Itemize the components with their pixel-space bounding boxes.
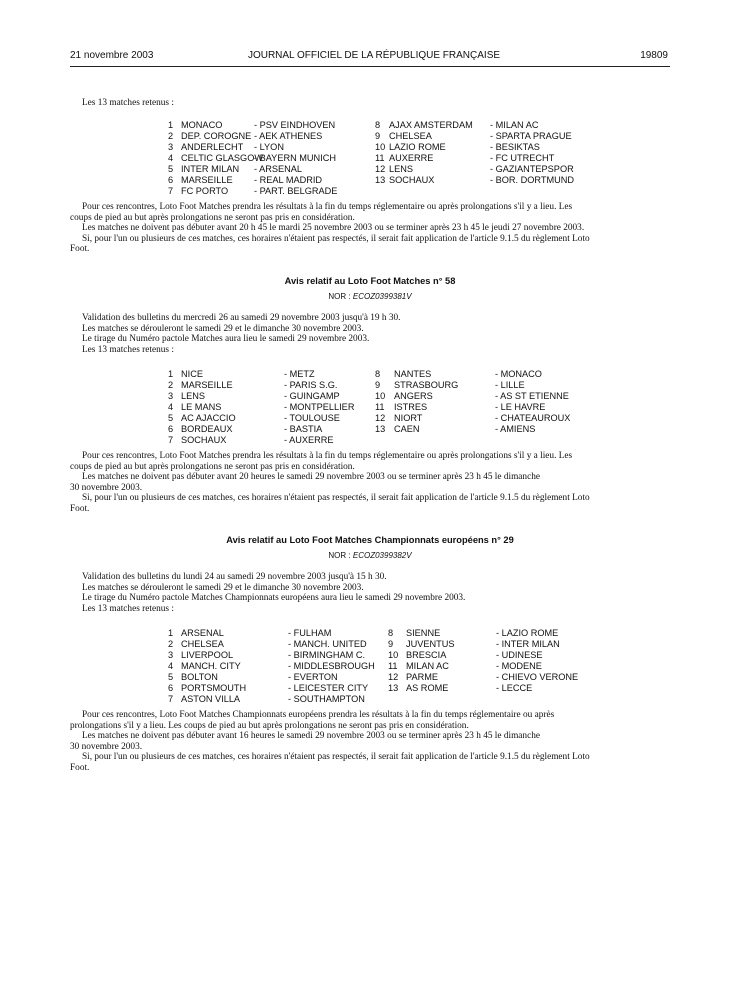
away-team: - FULHAM [288, 628, 332, 638]
match-number: 7 [168, 186, 174, 196]
away-team: - BASTIA [284, 424, 323, 434]
away-team: - AEK ATHENES [254, 131, 323, 141]
section3-intro: Validation des bulletins du lundi 24 au samedi 29 novembre 2003 jusqu'à 15 h 30. Les matches se dérouleront le samedi 29 et le dimanche 30 novembre 2003. Le tirage du Numéro pactole Matches Championnats européens aura lieu le samedi 29 novembre 2003. Les 13 matches retenus : [82, 572, 466, 614]
home-team: SIENNE [406, 628, 441, 638]
section3-nor: NOR : ECOZ0399382V [328, 551, 412, 560]
home-team: CAEN [394, 424, 420, 434]
home-team: NICE [181, 369, 203, 379]
match-number: 4 [168, 661, 174, 671]
away-team: - LILLE [495, 380, 525, 390]
match-number: 8 [388, 628, 394, 638]
away-team: - LYON [254, 142, 284, 152]
home-team: ANDERLECHT [181, 142, 244, 152]
home-team: LIVERPOOL [181, 650, 234, 660]
match-number: 7 [168, 694, 174, 704]
away-team: - GUINGAMP [284, 391, 340, 401]
match-number: 8 [375, 369, 381, 379]
home-team: LAZIO ROME [389, 142, 446, 152]
home-team: DEP. COROGNE [181, 131, 252, 141]
section2-paragraph: Pour ces rencontres, Loto Foot Matches prendra les résultats à la fin du temps réglementaire ou après prolongations s'il y a lieu. Les coups de pied au but après prolongations ne seront pas pris en considération. Les matches ne doivent pas débuter avant 20 heures le samedi 29 novembre 2003 ou se terminer après 23 h 45 le dimanche 30 novembre 2003. Si, pour l'un ou plusieurs de ces matches, ces horaires n'étaient pas respectés, il serait fait application de l'article 9.1.5 du règlement Loto Foot. [70, 451, 590, 514]
section2-intro: Validation des bulletins du mercredi 26 au samedi 29 novembre 2003 jusqu'à 19 h 30. Les matches se dérouleront le samedi 29 et le dimanche 30 novembre 2003. Le tirage du Numéro pactole Matches aura lieu le samedi 29 novembre 2003. Les 13 matches retenus : [82, 313, 401, 355]
away-team: - AUXERRE [284, 435, 334, 445]
home-team: CELTIC GLASGOW [181, 153, 264, 163]
home-team: ISTRES [394, 402, 428, 412]
header-date: 21 novembre 2003 [70, 50, 154, 61]
match-number: 10 [375, 391, 386, 401]
home-team: NANTES [394, 369, 432, 379]
away-team: - PSV EINDHOVEN [254, 120, 336, 130]
away-team: - FC UTRECHT [490, 153, 555, 163]
match-number: 13 [375, 424, 386, 434]
home-team: INTER MILAN [181, 164, 240, 174]
away-team: - PARIS S.G. [284, 380, 338, 390]
away-team: - CHIEVO VERONE [496, 672, 579, 682]
home-team: AJAX AMSTERDAM [389, 120, 473, 130]
away-team: - MANCH. UNITED [288, 639, 367, 649]
home-team: JUVENTUS [406, 639, 455, 649]
home-team: AS ROME [406, 683, 449, 693]
away-team: - SPARTA PRAGUE [490, 131, 572, 141]
section2-title: Avis relatif au Loto Foot Matches n° 58 [284, 276, 456, 286]
match-number: 9 [388, 639, 394, 649]
match-number: 10 [375, 142, 386, 152]
match-number: 2 [168, 131, 174, 141]
section3-title: Avis relatif au Loto Foot Matches Championnats européens n° 29 [226, 535, 514, 545]
match-number: 6 [168, 683, 174, 693]
home-team: ARSENAL [181, 628, 224, 638]
home-team: BOLTON [181, 672, 218, 682]
match-number: 2 [168, 380, 174, 390]
away-team: - MILAN AC [490, 120, 539, 130]
home-team: AC AJACCIO [181, 413, 236, 423]
section1-paragraph: Pour ces rencontres, Loto Foot Matches prendra les résultats à la fin du temps réglementaire ou après prolongations s'il y a lieu. Les coups de pied au but après prolongations ne seront pas pris en considération. Les matches ne doivent pas débuter avant 20 h 45 le mardi 25 novembre 2003 ou se terminer après 23 h 45 le jeudi 27 novembre 2003. Si, pour l'un ou plusieurs de ces matches, ces horaires n'étaient pas respectés, il serait fait application de l'article 9.1.5 du règlement Loto Foot. [70, 202, 590, 255]
match-number: 8 [375, 120, 381, 130]
match-number: 6 [168, 175, 174, 185]
home-team: AUXERRE [389, 153, 434, 163]
home-team: CHELSEA [389, 131, 432, 141]
away-team: - PART. BELGRADE [254, 186, 338, 196]
away-team: - AS ST ETIENNE [495, 391, 569, 401]
home-team: FC PORTO [181, 186, 229, 196]
match-number: 12 [375, 164, 386, 174]
home-team: SOCHAUX [389, 175, 435, 185]
match-number: 6 [168, 424, 174, 434]
away-team: - MONTPELLIER [284, 402, 355, 412]
away-team: - INTER MILAN [496, 639, 560, 649]
home-team: CHELSEA [181, 639, 224, 649]
home-team: LENS [389, 164, 414, 174]
away-team: - ARSENAL [254, 164, 302, 174]
home-team: STRASBOURG [394, 380, 459, 390]
away-team: - SOUTHAMPTON [288, 694, 365, 704]
home-team: MILAN AC [406, 661, 449, 671]
home-team: LENS [181, 391, 206, 401]
away-team: - MODENE [496, 661, 542, 671]
home-team: MARSEILLE [181, 175, 233, 185]
away-team: - BESIKTAS [490, 142, 540, 152]
home-team: NIORT [394, 413, 423, 423]
away-team: - AMIENS [495, 424, 536, 434]
match-number: 1 [168, 628, 174, 638]
match-number: 5 [168, 672, 174, 682]
home-team: BORDEAUX [181, 424, 233, 434]
match-number: 1 [168, 369, 174, 379]
match-number: 9 [375, 131, 381, 141]
match-number: 11 [375, 402, 385, 412]
match-number: 5 [168, 413, 174, 423]
match-number: 12 [388, 672, 399, 682]
home-team: ASTON VILLA [181, 694, 241, 704]
match-number: 3 [168, 142, 174, 152]
match-number: 13 [375, 175, 386, 185]
home-team: MARSEILLE [181, 380, 233, 390]
away-team: - METZ [284, 369, 315, 379]
away-team: - UDINESE [496, 650, 543, 660]
home-team: BRESCIA [406, 650, 447, 660]
home-team: PORTSMOUTH [181, 683, 247, 693]
away-team: - EVERTON [288, 672, 338, 682]
section3-paragraph: Pour ces rencontres, Loto Foot Matches Championnats européens prendra les résultats à la fin du temps réglementaire ou après prolongations s'il y a lieu. Les coups de pied au but après prolongations ne seront pas pris en considération. Les matches ne doivent pas débuter avant 16 heures le samedi 29 novembre 2003 ou se terminer après 23 h 45 le dimanche 30 novembre 2003. Si, pour l'un ou plusieurs de ces matches, ces horaires n'étaient pas respectés, il serait fait application de l'article 9.1.5 du règlement Loto Foot. [70, 710, 590, 773]
home-team: LE MANS [181, 402, 222, 412]
away-team: - LEICESTER CITY [288, 683, 369, 693]
match-number: 4 [168, 402, 174, 412]
match-number: 3 [168, 391, 174, 401]
home-team: PARME [406, 672, 438, 682]
section2-nor: NOR : ECOZ0399381V [328, 292, 412, 301]
match-number: 9 [375, 380, 381, 390]
away-team: - REAL MADRID [254, 175, 323, 185]
header-rule [70, 66, 670, 67]
match-number: 13 [388, 683, 399, 693]
away-team: - LAZIO ROME [496, 628, 559, 638]
match-number: 1 [168, 120, 174, 130]
away-team: - LECCE [496, 683, 533, 693]
match-number: 11 [388, 661, 398, 671]
page-number: 19809 [640, 50, 668, 61]
home-team: SOCHAUX [181, 435, 227, 445]
away-team: - MIDDLESBROUGH [288, 661, 375, 671]
home-team: ANGERS [394, 391, 433, 401]
home-team: MANCH. CITY [181, 661, 241, 671]
match-number: 4 [168, 153, 174, 163]
home-team: MONACO [181, 120, 223, 130]
away-team: - BAYERN MUNICH [254, 153, 337, 163]
match-number: 7 [168, 435, 174, 445]
away-team: - CHATEAUROUX [495, 413, 571, 423]
match-number: 12 [375, 413, 386, 423]
match-number: 10 [388, 650, 399, 660]
away-team: - BIRMINGHAM C. [288, 650, 366, 660]
match-number: 11 [375, 153, 385, 163]
away-team: - LE HAVRE [495, 402, 546, 412]
away-team: - BOR. DORTMUND [490, 175, 575, 185]
away-team: - GAZIANTEPSPOR [490, 164, 574, 174]
match-number: 3 [168, 650, 174, 660]
journal-title: JOURNAL OFFICIEL DE LA RÉPUBLIQUE FRANÇAISE [247, 50, 501, 61]
away-team: - TOULOUSE [284, 413, 340, 423]
match-number: 2 [168, 639, 174, 649]
section1-intro: Les 13 matches retenus : [82, 98, 174, 108]
match-number: 5 [168, 164, 174, 174]
away-team: - MONACO [495, 369, 542, 379]
